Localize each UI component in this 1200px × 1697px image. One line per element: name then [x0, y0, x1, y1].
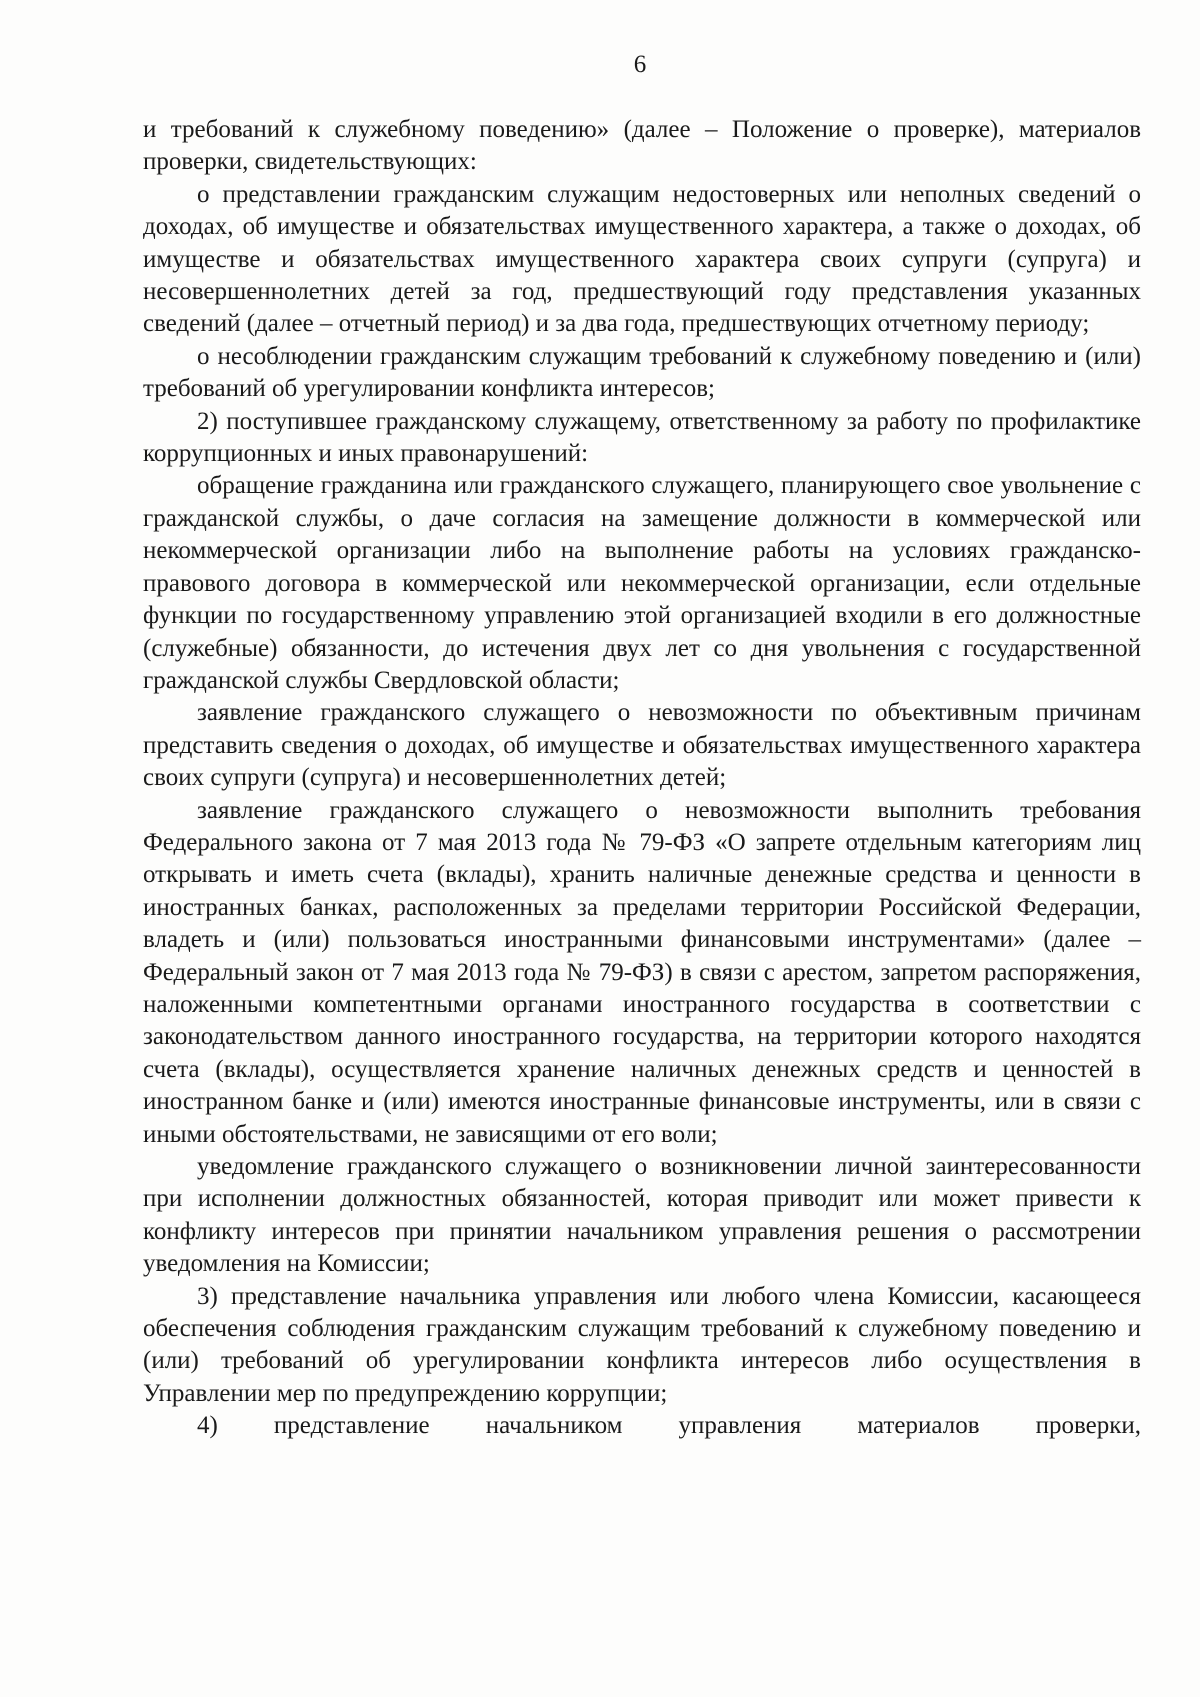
paragraph-item: о представлении гражданским служащим недостоверных или неполных сведений о доходах, об имуществе и обязательствах имущественного характера, а также о доходах, об имуществе и обязательствах имущественного характера своих супруги (супруга) и несовершеннолетних детей за год, предшествующий году представления указанных сведений (далее – отчетный период) и за два года, предшествующих отчетному периоду;: [143, 180, 1141, 338]
page-number: 6: [633, 51, 647, 78]
paragraph-item: заявление гражданского служащего о невозможности по объективным причинам представить сведения о доходах, об имуществе и обязательствах имущественного характера своих супруги (супруга) и несовершеннолетних детей;: [143, 699, 1141, 792]
paragraph-item: заявление гражданского служащего о невозможности выполнить требования Федерального закона от 7 мая 2013 года № 79-ФЗ «О запрете отдельным категориям лиц открывать и иметь счета (вклады), хранить наличные денежные средства и ценности в иностранных банках, расположенных за пределами территории Российской Федерации, владеть и (или) пользоваться иностранными финансовыми инструментами» (далее – Федеральный закон от 7 мая 2013 года № 79-ФЗ) в связи с арестом, запретом распоряжения, наложенными компетентными органами иностранного государства в соответствии с законодательством данного иностранного государства, на территории которого находятся счета (вклады), осуществляется хранение наличных денежных средств и ценностей в иностранном банке и (или) имеются иностранные финансовые инструменты, или в связи с иными обстоятельствами, не зависящими от его воли;: [143, 796, 1141, 1148]
paragraph-continuation: и требований к служебному поведению» (далее – Положение о проверке), материалов проверки, свидетельствующих:: [143, 116, 1141, 176]
paragraph-numbered: 3) представление начальника управления или любого члена Комиссии, касающееся обеспечения соблюдения гражданским служащим требований к служебному поведению и (или) требований об урегулировании конфликта интересов либо осуществления в Управлении мер по предупреждению коррупции;: [143, 1282, 1141, 1407]
paragraph-item: уведомление гражданского служащего о возникновении личной заинтересованности при исполнении должностных обязанностей, которая приводит или может привести к конфликту интересов при принятии начальником управления решения о рассмотрении уведомления на Комиссии;: [143, 1153, 1141, 1278]
paragraph-item: обращение гражданина или гражданского служащего, планирующего свое увольнение с гражданской службы, о даче согласия на замещение должности в коммерческой или некоммерческой организации либо на выполнение работы на условиях гражданско-правового договора в коммерческой или некоммерческой организации, если отдельные функции по государственному управлению этой организацией входили в его должностные (служебные) обязанности, до истечения двух лет со дня увольнения с государственной гражданской службы Свердловской области;: [143, 472, 1141, 694]
paragraph-numbered: 4) представление начальником управления материалов проверки,: [197, 1412, 1141, 1440]
paragraph-item: о несоблюдении гражданским служащим требований к служебному поведению и (или) требований об урегулировании конфликта интересов;: [143, 342, 1141, 403]
document-body: [143, 114, 1141, 1443]
paragraph-numbered: 2) поступившее гражданскому служащему, ответственному за работу по профилактике коррупционных и иных правонарушений:: [143, 407, 1141, 468]
